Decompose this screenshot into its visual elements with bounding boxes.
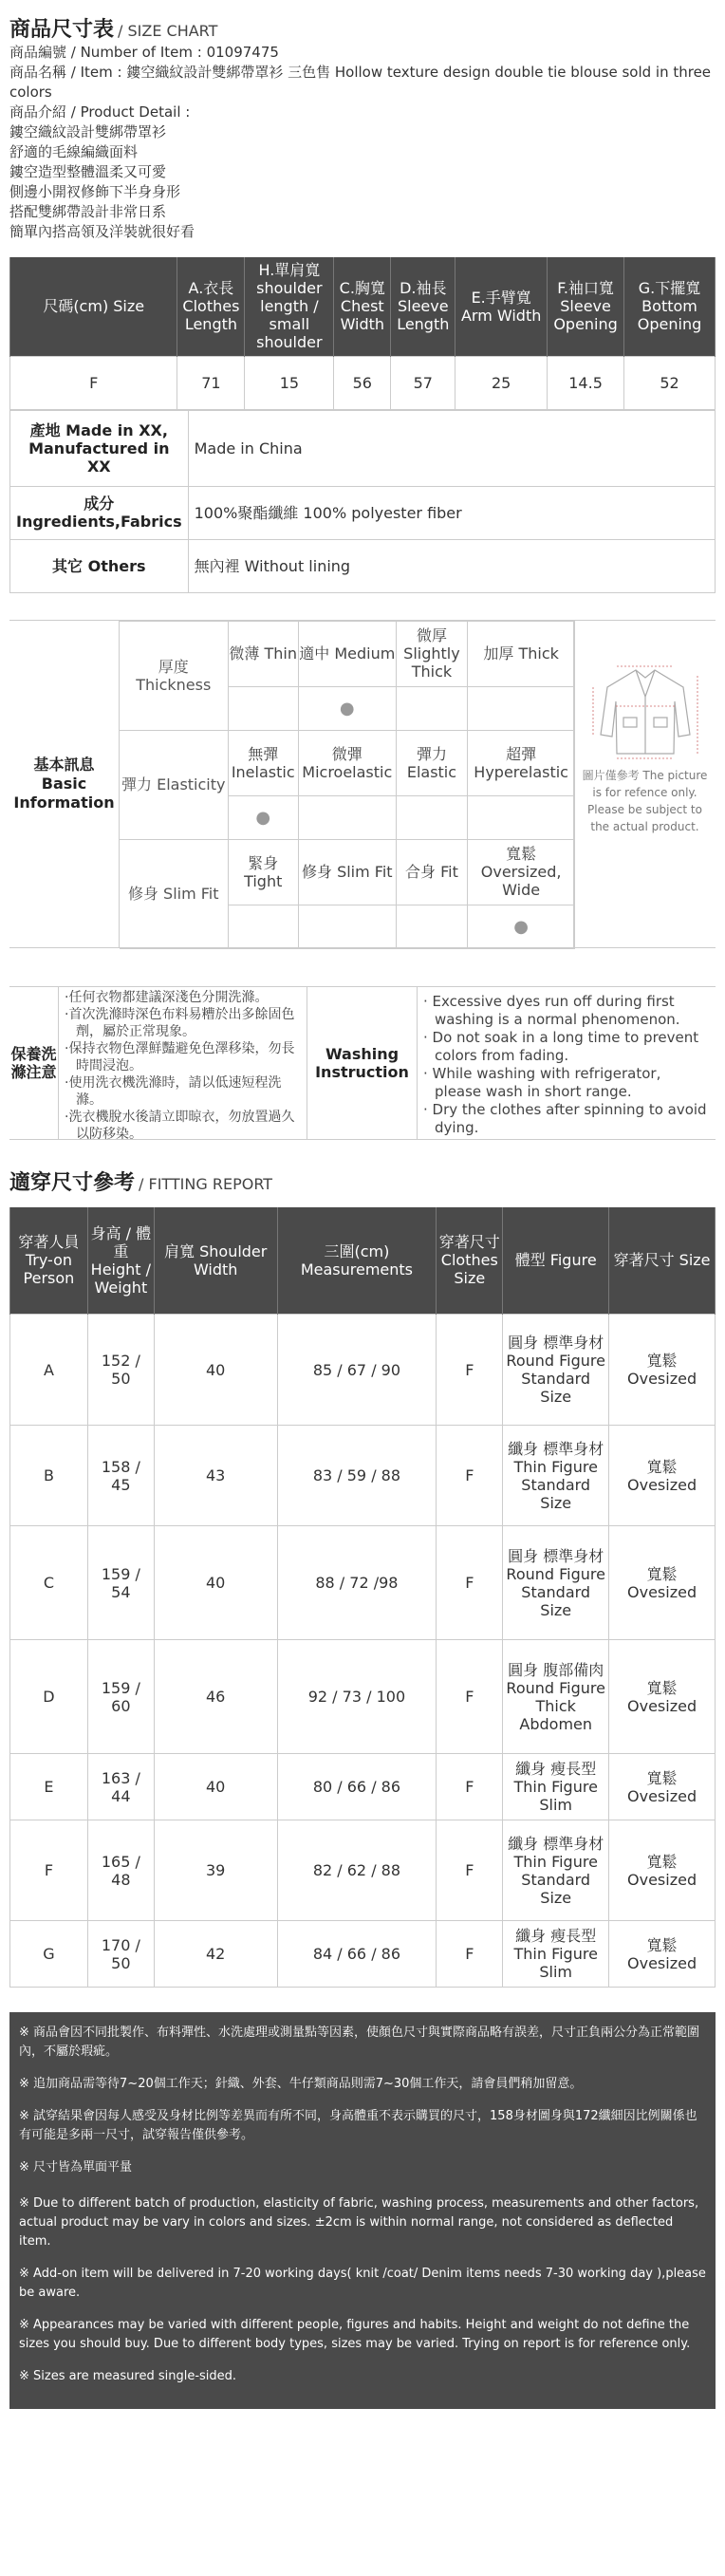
attribute-option: 加厚 Thick xyxy=(468,621,575,686)
fitting-header-row xyxy=(10,1207,716,1315)
empty-marker-cell xyxy=(228,905,298,948)
fitting-cell-meas: 84 / 66 / 86 xyxy=(277,1921,437,1988)
fit-col-clothes-size: 穿著尺寸 Clothes Size xyxy=(437,1207,503,1315)
fitting-cell-figure: 圓身 標準身材 Round Figure Standard Size xyxy=(503,1526,609,1640)
fitting-cell-size: F xyxy=(437,1526,503,1640)
attribute-category: 彈力 Elasticity xyxy=(120,730,228,839)
opening-cell: 14.5 xyxy=(548,356,624,409)
origin-label: 產地 Made in XX, Manufactured in XX xyxy=(10,410,189,486)
info-row-origin xyxy=(10,410,716,486)
jacket-measurement-icon xyxy=(584,659,707,763)
fitting-cell-hw: 159 / 54 xyxy=(87,1526,154,1640)
product-header xyxy=(9,0,716,242)
empty-marker-cell xyxy=(468,795,575,839)
washing-item-en: · Excessive dyes run off during first washing is a normal phenomenon. xyxy=(423,992,680,1028)
fitting-cell-fit: 寬鬆 Ovesized xyxy=(609,1526,716,1640)
size-chart-row xyxy=(10,356,716,409)
selected-marker-dot: ● xyxy=(468,905,575,948)
item-name: 商品名稱 / Item : 鏤空織紋設計雙綁帶罩衫 三色售 Hollow texture design double tie blouse sold in three colors xyxy=(9,64,712,101)
fabric-label: 成分 Ingredients,Fabrics xyxy=(10,486,189,539)
fitting-cell-person: C xyxy=(10,1526,88,1640)
empty-marker-cell xyxy=(396,905,468,948)
origin-value: Made in China xyxy=(188,410,715,486)
fitting-cell-hw: 163 / 44 xyxy=(87,1754,154,1820)
fitting-row xyxy=(10,1754,716,1820)
fitting-cell-fit: 寬鬆 Ovesized xyxy=(609,1426,716,1526)
chest-cell: 56 xyxy=(334,356,391,409)
fitting-cell-size: F xyxy=(437,1820,503,1921)
note-zh: ※ 追加商品需等待7~20個工作天；針織、外套、牛仔類商品則需7~30個工作天，請會員們稍加留意。 xyxy=(19,2077,583,2091)
fitting-cell-fit: 寬鬆 Ovesized xyxy=(609,1315,716,1426)
product-detail-line: 舒適的毛線編織面料 xyxy=(9,143,139,160)
washing-item-en: · While washing with refrigerator, please wash in short range. xyxy=(423,1064,661,1100)
attribute-category: 修身 Slim Fit xyxy=(120,839,228,948)
fitting-cell-figure: 圓身 腹部備肉 Round Figure Thick Abdomen xyxy=(503,1640,609,1754)
washing-section xyxy=(9,986,716,1140)
washing-instructions-en xyxy=(418,987,716,1139)
fitting-cell-fit: 寬鬆 Ovesized xyxy=(609,1754,716,1820)
fit-col-shoulder: 肩寬 Shoulder Width xyxy=(154,1207,277,1315)
notes-section xyxy=(9,2012,716,2409)
attribute-options-row xyxy=(120,839,575,905)
attribute-option: 彈力 Elastic xyxy=(396,730,468,795)
fitting-cell-meas: 82 / 62 / 88 xyxy=(277,1820,437,1921)
fitting-cell-hw: 159 / 60 xyxy=(87,1640,154,1754)
fitting-cell-figure: 纖身 標準身材 Thin Figure Standard Size xyxy=(503,1426,609,1526)
fitting-cell-hw: 170 / 50 xyxy=(87,1921,154,1988)
attribute-options-row xyxy=(120,621,575,686)
fitting-row xyxy=(10,1426,716,1526)
fitting-cell-person: F xyxy=(10,1820,88,1921)
attribute-option: 適中 Medium xyxy=(298,621,396,686)
fitting-cell-figure: 纖身 瘦長型 Thin Figure Slim xyxy=(503,1754,609,1820)
fitting-cell-size: F xyxy=(437,1921,503,1988)
fitting-cell-person: E xyxy=(10,1754,88,1820)
shoulder-cell: 15 xyxy=(245,356,334,409)
fitting-cell-hw: 158 / 45 xyxy=(87,1426,154,1526)
attribute-option: 超彈 Hyperelastic xyxy=(468,730,575,795)
attribute-category: 厚度 Thickness xyxy=(120,621,228,730)
fitting-cell-person: G xyxy=(10,1921,88,1988)
empty-marker-cell xyxy=(396,686,468,730)
product-detail-line: 搭配雙綁帶設計非常日系 xyxy=(9,203,167,220)
product-info-table xyxy=(9,410,716,593)
info-row-fabric xyxy=(10,486,716,539)
product-detail-label: 商品介紹 / Product Detail : xyxy=(9,103,191,121)
fabric-value: 100%聚酯纖維 100% polyester fiber xyxy=(188,486,715,539)
basic-information-grid xyxy=(119,621,574,947)
fitting-cell-size: F xyxy=(437,1754,503,1820)
washing-item-zh: ·洗衣機脫水後請立即晾衣，勿放置過久以防移染。 xyxy=(65,1109,295,1142)
size-chart-table xyxy=(9,257,716,410)
attribute-options-row xyxy=(120,730,575,795)
note-zh: ※ 商品會因不同批製作、布料彈性、水洗處理或測量點等因素，使顏色尺寸與實際商品略有誤差，尺寸正負兩公分為正常範圍內，不屬於瑕疵。 xyxy=(19,2025,700,2059)
fitting-report-title xyxy=(9,1167,716,1196)
fitting-cell-hw: 152 / 50 xyxy=(87,1315,154,1426)
item-number: 商品編號 / Number of Item : 01097475 xyxy=(9,44,279,61)
fitting-cell-figure: 纖身 瘦長型 Thin Figure Slim xyxy=(503,1921,609,1988)
others-label: 其它 Others xyxy=(10,539,189,592)
fitting-row xyxy=(10,1315,716,1426)
washing-item-zh: ·保持衣物色澤鮮豔避免色澤移染，勿長時間浸泡。 xyxy=(65,1040,295,1073)
fitting-cell-person: A xyxy=(10,1315,88,1426)
empty-marker-cell xyxy=(396,795,468,839)
garment-diagram xyxy=(574,621,716,947)
fitting-row xyxy=(10,1526,716,1640)
fitting-title-zh: 適穿尺寸參考 xyxy=(9,1170,136,1195)
fit-col-fit: 穿著尺寸 Size xyxy=(609,1207,716,1315)
fitting-row xyxy=(10,1820,716,1921)
attribute-option: 微厚 Slightly Thick xyxy=(396,621,468,686)
fit-col-height-weight: 身高 / 體重 Height / Weight xyxy=(87,1207,154,1315)
size-cell: F xyxy=(10,356,177,409)
product-detail-line: 鏤空造型整體溫柔又可愛 xyxy=(9,163,167,180)
fitting-cell-shoulder: 46 xyxy=(154,1640,277,1754)
note-en: ※ Sizes are measured single-sided. xyxy=(19,2369,237,2383)
fitting-cell-person: B xyxy=(10,1426,88,1526)
attribute-option: 合身 Fit xyxy=(396,839,468,905)
washing-item-zh: ·首次洗滌時深色布料易糟於出多餘固色劑，屬於正常現象。 xyxy=(65,1006,295,1039)
empty-marker-cell xyxy=(298,795,396,839)
note-en: ※ Due to different batch of production, elasticity of fabric, washing process, measurements and other factors, actual product may be vary in colors and sizes. ±2cm is within normal range, not considered as deflected item. xyxy=(19,2196,699,2249)
fitting-row xyxy=(10,1640,716,1754)
washing-label-zh: 保養洗滌注意 xyxy=(9,987,59,1139)
fitting-cell-shoulder: 39 xyxy=(154,1820,277,1921)
col-header-opening: F.袖口寬 Sleeve Opening xyxy=(548,257,624,356)
fitting-cell-size: F xyxy=(437,1426,503,1526)
selected-marker-dot: ● xyxy=(228,795,298,839)
fitting-cell-person: D xyxy=(10,1640,88,1754)
bottom-cell: 52 xyxy=(624,356,716,409)
size-chart-title xyxy=(9,13,716,43)
fitting-row xyxy=(10,1921,716,1988)
fit-col-figure: 體型 Figure xyxy=(503,1207,609,1315)
col-header-sleeve: D.袖長 Sleeve Length xyxy=(391,257,455,356)
attribute-option: 修身 Slim Fit xyxy=(298,839,396,905)
col-header-arm: E.手臂寬 Arm Width xyxy=(455,257,548,356)
fitting-cell-fit: 寬鬆 Ovesized xyxy=(609,1921,716,1988)
fitting-cell-meas: 85 / 67 / 90 xyxy=(277,1315,437,1426)
col-header-bottom: G.下擺寬 Bottom Opening xyxy=(624,257,716,356)
size-chart-header-row xyxy=(10,257,716,356)
washing-instructions-zh xyxy=(59,987,307,1142)
washing-label-en: Washing Instruction xyxy=(307,987,418,1139)
basic-information-section xyxy=(9,620,716,948)
fitting-cell-figure: 圓身 標準身材 Round Figure Standard Size xyxy=(503,1315,609,1426)
empty-marker-cell xyxy=(298,905,396,948)
product-detail-line: 側邊小開衩修飾下半身身形 xyxy=(9,183,181,200)
note-zh: ※ 試穿結果會因每人感受及身材比例等差異而有所不同，身高體重不表示購買的尺寸，158身材圖身與172纖細因比例關係也有可能是多兩一尺寸，試穿報告僅供參考。 xyxy=(19,2109,697,2142)
fitting-cell-fit: 寬鬆 Ovesized xyxy=(609,1820,716,1921)
fitting-title-en: / FITTING REPORT xyxy=(139,1174,273,1193)
col-header-shoulder: H.單肩寬 shoulder length / small shoulder xyxy=(245,257,334,356)
size-chart-title-zh: 商品尺寸表 xyxy=(9,18,115,42)
fitting-cell-hw: 165 / 48 xyxy=(87,1820,154,1921)
note-zh: ※ 尺寸皆為單面平量 xyxy=(19,2160,133,2175)
col-header-chest: C.胸寬 Chest Width xyxy=(334,257,391,356)
product-detail-line: 鏤空織紋設計雙綁帶罩衫 xyxy=(9,123,167,140)
attribute-option: 緊身 Tight xyxy=(228,839,298,905)
fitting-report-table xyxy=(9,1207,716,1988)
fitting-cell-fit: 寬鬆 Ovesized xyxy=(609,1640,716,1754)
washing-item-zh: ·使用洗衣機洗滌時，請以低速短程洗滌。 xyxy=(65,1074,282,1108)
col-header-length: A.衣長 Clothes Length xyxy=(177,257,245,356)
attribute-option: 微薄 Thin xyxy=(228,621,298,686)
washing-item-en: · Do not soak in a long time to prevent colors from fading. xyxy=(423,1028,699,1064)
fitting-cell-shoulder: 40 xyxy=(154,1754,277,1820)
col-header-size: 尺碼(cm) Size xyxy=(10,257,177,356)
fitting-cell-shoulder: 40 xyxy=(154,1526,277,1640)
basic-information-label: 基本訊息 Basic Information xyxy=(13,755,115,812)
sleeve-cell: 57 xyxy=(391,356,455,409)
length-cell: 71 xyxy=(177,356,245,409)
washing-item-zh: ·任何衣物都建議深淺色分開洗滌。 xyxy=(65,989,269,1005)
attribute-option: 微彈 Microelastic xyxy=(298,730,396,795)
size-chart-title-en: / SIZE CHART xyxy=(118,22,218,40)
fitting-cell-figure: 纖身 標準身材 Thin Figure Standard Size xyxy=(503,1820,609,1921)
info-row-others xyxy=(10,539,716,592)
fitting-cell-size: F xyxy=(437,1640,503,1754)
note-en: ※ Add-on item will be delivered in 7-20 working days( knit /coat/ Denim items needs 7-30 working day ),please be aware. xyxy=(19,2267,706,2300)
attribute-option: 無彈 Inelastic xyxy=(228,730,298,795)
fitting-cell-shoulder: 40 xyxy=(154,1315,277,1426)
selected-marker-dot: ● xyxy=(298,686,396,730)
empty-marker-cell xyxy=(228,686,298,730)
washing-item-en: · Dry the clothes after spinning to avoid dying. xyxy=(423,1100,707,1136)
product-detail-line: 簡單內搭高領及洋裝就很好看 xyxy=(9,223,195,240)
fitting-cell-meas: 80 / 66 / 86 xyxy=(277,1754,437,1820)
fit-col-person: 穿著人員 Try-on Person xyxy=(10,1207,88,1315)
attribute-option: 寬鬆 Oversized, Wide xyxy=(468,839,575,905)
fitting-cell-meas: 92 / 73 / 100 xyxy=(277,1640,437,1754)
others-value: 無內裡 Without lining xyxy=(188,539,715,592)
fabric-attributes-table xyxy=(120,621,575,949)
fitting-cell-shoulder: 42 xyxy=(154,1921,277,1988)
fitting-cell-meas: 83 / 59 / 88 xyxy=(277,1426,437,1526)
fitting-cell-size: F xyxy=(437,1315,503,1426)
picture-reference-caption: 圖片僅參考 The picture is for refence only. Please be subject to the actual product. xyxy=(582,768,708,833)
empty-marker-cell xyxy=(468,686,575,730)
fitting-cell-meas: 88 / 72 /98 xyxy=(277,1526,437,1640)
arm-cell: 25 xyxy=(455,356,548,409)
fit-col-measurements: 三圍(cm) Measurements xyxy=(277,1207,437,1315)
fitting-cell-shoulder: 43 xyxy=(154,1426,277,1526)
note-en: ※ Appearances may be varied with different people, figures and habits. Height and weight do not define the sizes you should buy. Due to different body types, sizes may be varied. Trying on report is for reference only. xyxy=(19,2318,691,2351)
